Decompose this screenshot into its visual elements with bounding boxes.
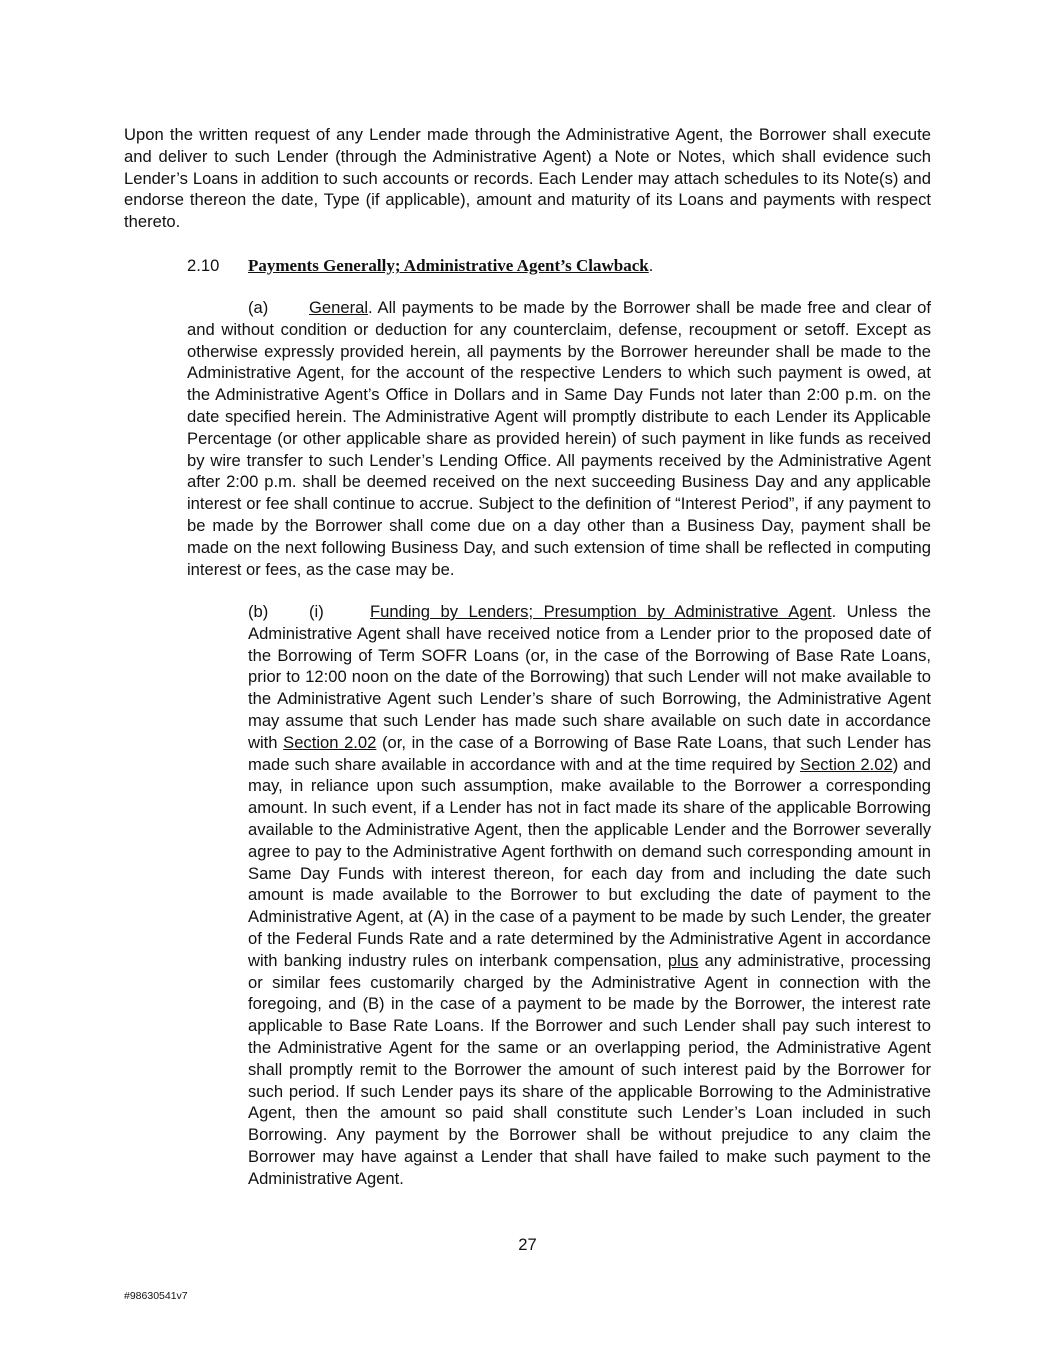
paragraph-b-label: (b)	[248, 602, 269, 621]
intro-paragraph: Upon the written request of any Lender made through the Administrative Agent, the Borrower shall execute and deliver to such Lender (through the Administrative Agent) a Note or Notes, which shall evidence such Lender’s Loans in addition to such accounts or records. Each Lender may attach schedules to its Note(s) and endorse thereon the date, Type (if applicable), amount and maturity of its Loans and payments with respect thereto.	[124, 125, 931, 232]
section-reference-2: Section 2.02	[800, 754, 893, 774]
paragraph-b-heading: Funding by Lenders; Presumption by Administrative Agent	[370, 602, 832, 621]
paragraph-b-i	[248, 601, 931, 1190]
plus-term: plus	[667, 950, 699, 970]
paragraph-b-text-2: (or, in the case of a Borrowing of Base Rate Loans, that such Lender has made such share available in accordance with and at the time required by	[248, 732, 931, 774]
paragraph-a-label: (a)	[248, 298, 269, 317]
paragraph-b-text-4: any administrative, processing or similar fees customarily charged by the Administrative Agent in connection with the foregoing, and (B) in the case of a payment to be made by the Borrower, the interest rate applicable to Base Rate Loans. If the Borrower and such Lender shall pay such interest to the Administrative Agent for the same or an overlapping period, the Administrative Agent shall promptly remit to the Borrower the amount of such interest paid by the Borrower for such period. If such Lender pays its share of the applicable Borrowing to the Administrative Agent, then the amount so paid shall constitute such Lender’s Loan included in such Borrowing. Any payment by the Borrower shall be without prejudice to any claim the Borrower may have against a Lender that shall have failed to make such payment to the Administrative Agent.	[248, 950, 931, 1188]
section-reference-1: Section 2.02	[283, 732, 377, 752]
section-number: 2.10	[187, 256, 220, 275]
document-id: #98630541v7	[124, 1290, 188, 1302]
section-title: Payments Generally; Administrative Agent’s Clawback	[248, 256, 649, 275]
paragraph-b-sublabel: (i)	[309, 602, 324, 621]
section-title-period: .	[648, 256, 654, 275]
page-number: 27	[518, 1235, 537, 1254]
paragraph-a-text: . All payments to be made by the Borrower shall be made free and clear of and without condition or deduction for any counterclaim, defense, recoupment or setoff. Except as otherwise expressly provided herein, all payments by the Borrower hereunder shall be made to the Administrative Agent, for the account of the respective Lenders to which such payment is owed, at the Administrative Agent’s Office in Dollars and in Same Day Funds not later than 2:00 p.m. on the date specified herein. The Administrative Agent will promptly distribute to each Lender its Applicable Percentage (or other applicable share as provided herein) of such payment in like funds as received by wire transfer to such Lender’s Lending Office. All payments received by the Administrative Agent after 2:00 p.m. shall be deemed received on the next succeeding Business Day and any applicable interest or fee shall continue to accrue. Subject to the definition of “Interest Period”, if any payment to be made by the Borrower shall come due on a day other than a Business Day, payment shall be made on the next following Business Day, and such extension of time shall be reflected in computing interest or fees, as the case may be.	[187, 298, 931, 579]
section-heading	[187, 255, 931, 277]
paragraph-b-text-3: ) and may, in reliance upon such assumption, make available to the Borrower a corresponding amount. In such event, if a Lender has not in fact made its share of the applicable Borrowing available to the Administrative Agent, then the applicable Lender and the Borrower severally agree to pay to the Administrative Agent forthwith on demand such corresponding amount in Same Day Funds with interest thereon, for each day from and including the date such amount is made available to the Borrower to but excluding the date of payment to the Administrative Agent, at (A) in the case of a payment to be made by such Lender, the greater of the Federal Funds Rate and a rate determined by the Administrative Agent in accordance with banking industry rules on interbank compensation,	[248, 754, 931, 970]
paragraph-a-heading: General	[309, 298, 369, 317]
paragraph-a	[187, 297, 931, 580]
paragraph-b-text-1: . Unless the Administrative Agent shall have received notice from a Lender prior to the proposed date of the Borrowing of Term SOFR Loans (or, in the case of the Borrowing of Base Rate Loans, prior to 12:00 noon on the date of the Borrowing) that such Lender will not make available to the Administrative Agent such Lender’s share of such Borrowing, the Administrative Agent may assume that such Lender has made such share available on such date in accordance with	[248, 602, 931, 752]
